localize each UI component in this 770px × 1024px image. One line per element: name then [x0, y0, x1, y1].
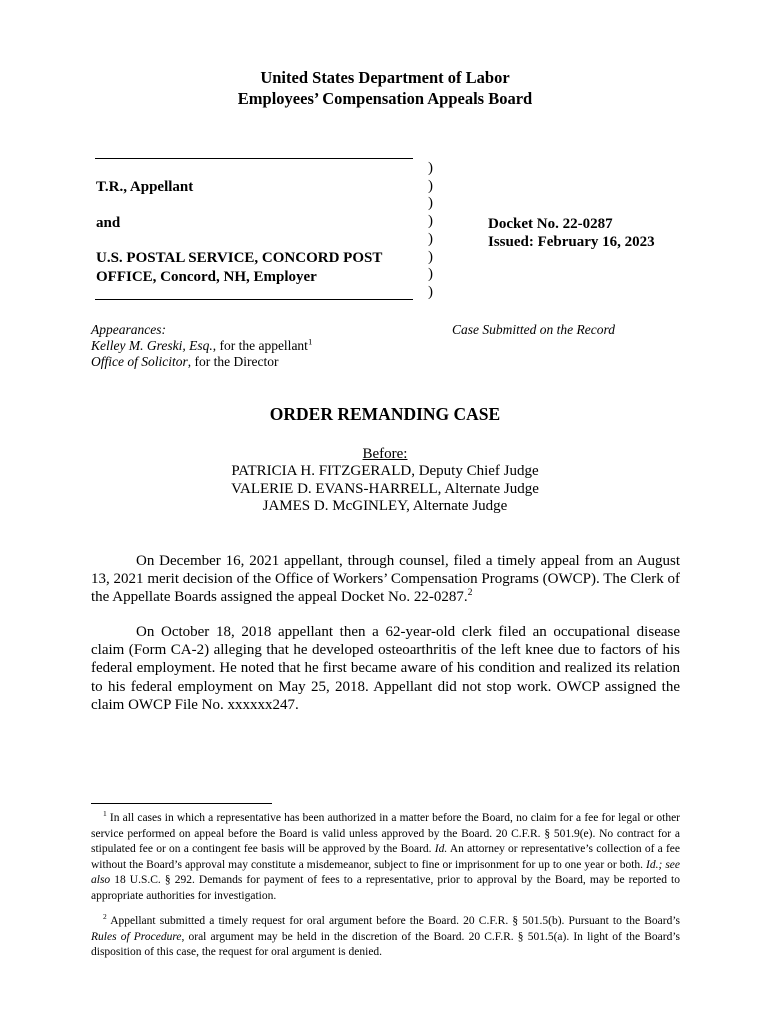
case-submitted-note: Case Submitted on the Record: [452, 322, 615, 337]
caption-and: and: [96, 215, 121, 231]
footnote-1-id: Id.: [434, 843, 448, 856]
director-counsel-role: , for the Director: [187, 354, 279, 369]
paren: ): [428, 195, 433, 212]
footnote-1-text-b: An attorney or representative’s collection of a fee without the Board’s approval may constitute a misdemeanor, subject to fine or imprisonment for up to one year or both.: [91, 843, 680, 871]
footnote-2: [91, 914, 680, 961]
paren: ): [428, 248, 433, 265]
judge-3: JAMES D. McGINLEY, Alternate Judge: [262, 498, 508, 514]
order-title: ORDER REMANDING CASE: [269, 404, 501, 424]
footnote-2-text-a: Appellant submitted a timely request for oral argument before the Board. 20 C.F.R. § 501.5(b). Pursuant to the Board’s: [110, 915, 680, 927]
paren: ): [428, 230, 433, 247]
before-text: Before:: [362, 446, 408, 462]
employer-line-1: U.S. POSTAL SERVICE, CONCORD POST: [96, 250, 383, 266]
footnote-separator: [91, 803, 272, 804]
board-heading: Employees’ Compensation Appeals Board: [237, 89, 533, 108]
footnote-2-rules: Rules of Procedure: [91, 930, 182, 943]
paren: ): [428, 283, 433, 300]
paragraph-2: On October 18, 2018 appellant then a 62-year-old clerk filed an occupational disease claim (Form CA-2) alleging that he developed osteoarthritis of the left knee due to factors of his federal employment. He noted that he first became aware of his condition and realized its relation to his federal employment on May 25, 2018. Appellant did not stop work. OWCP assigned the claim OWCP File No. xxxxxx247.: [91, 624, 680, 713]
docket-number: Docket No. 22-0287: [488, 216, 613, 232]
before-label: [0, 446, 770, 463]
director-counsel-line: [91, 354, 278, 370]
appellant-counsel-role: , for the appellant: [212, 338, 308, 353]
caption-top-rule: [95, 158, 413, 159]
caption-bottom-rule: [95, 299, 413, 300]
agency-heading: United States Department of Labor: [260, 68, 510, 87]
paren: ): [428, 160, 433, 176]
judge-2: VALERIE D. EVANS-HARRELL, Alternate Judge: [231, 481, 539, 497]
director-counsel-name: Office of Solicitor: [91, 354, 188, 369]
footnote-2-number: 2: [103, 912, 107, 922]
paren: ): [428, 213, 433, 230]
footnote-1-id-see-also: Id.; see also: [91, 858, 681, 887]
judge-1: PATRICIA H. FITZGERALD, Deputy Chief Judge: [231, 463, 539, 479]
footnote-2-text-b: , oral argument may be held in the discretion of the Board. 20 C.F.R. § 501.5(a). In light of the Board’s disposition of this case, the request for oral argument is denied.: [91, 930, 680, 959]
footnote-ref-2[interactable]: 2: [467, 587, 473, 599]
footnote-1-text-c: 18 U.S.C. § 292. Demands for payment of fees to a representative, prior to approval by the Board, may be reported to appropriate authorities for investigation.: [91, 874, 680, 902]
employer-line-2: OFFICE, Concord, NH, Employer: [96, 269, 317, 285]
paragraph-1-text: On December 16, 2021 appellant, through counsel, filed a timely appeal from an August 13, 2021 merit decision of the Office of Workers’ Compensation Programs (OWCP). The Clerk of the Appellate Boards assigned the appeal Docket No. 22-0287.: [91, 553, 680, 606]
paren: ): [428, 266, 433, 283]
paren: ): [428, 177, 433, 194]
footnote-ref-1[interactable]: 1: [307, 336, 313, 347]
footnote-1: [91, 811, 680, 905]
footnote-1-number: 1: [103, 809, 107, 819]
appellant-counsel-line: [91, 338, 312, 354]
caption-paren-column: [428, 160, 440, 302]
issued-date: Issued: February 16, 2023: [488, 234, 655, 250]
appellant-counsel-name: Kelley M. Greski, Esq.: [91, 338, 213, 353]
footnote-1-text-a: In all cases in which a representative has been authorized in a matter before the Board, no claim for a fee for legal or other service performed on appeal before the Board is valid unless approved by the Board. 20 C.F.R. § 501.9(e). No contract for a stipulated fee or on a contingent fee basis will be approved by the Board.: [91, 812, 681, 856]
appellant-name: T.R., Appellant: [96, 179, 194, 195]
paragraph-1: [91, 552, 680, 607]
appearances-label: Appearances:: [91, 322, 166, 337]
